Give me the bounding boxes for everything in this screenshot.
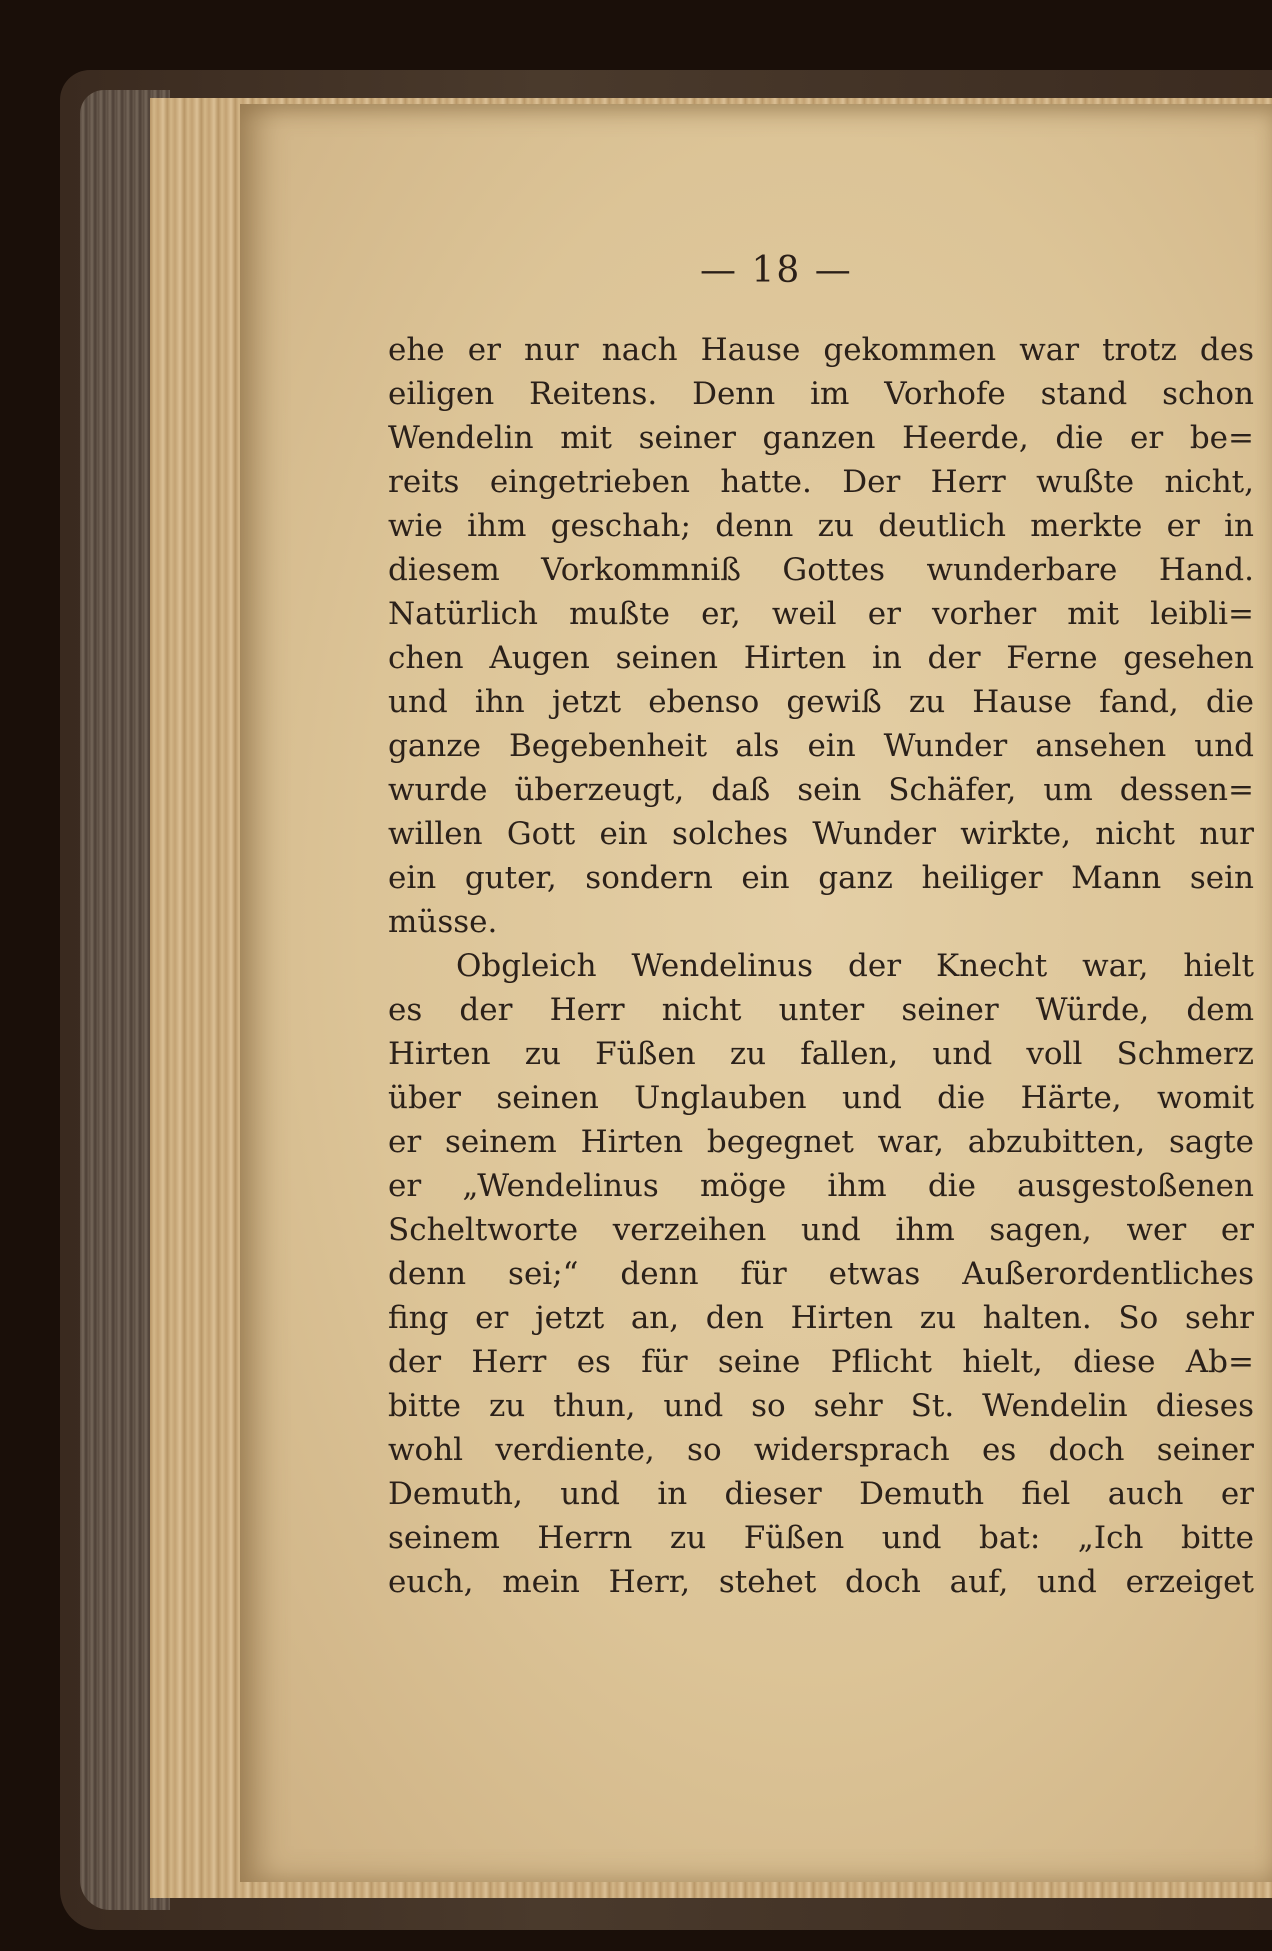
page-number: — 18 — [700, 250, 853, 291]
text-line: über seinen Unglauben und die Härte, womit [388, 1080, 1254, 1116]
text-line: er seinem Hirten begegnet war, abzubitten, sagte [388, 1124, 1254, 1160]
text-line: ganze Begebenheit als ein Wunder ansehen und [388, 728, 1254, 764]
text-line: und ihn jetzt ebenso gewiß zu Hause fand, die [388, 684, 1254, 720]
text-line: Hirten zu Füßen zu fallen, und voll Schmerz [388, 1036, 1254, 1072]
page-text [388, 328, 1254, 1604]
text-line: willen Gott ein solches Wunder wirkte, nicht nur [388, 816, 1254, 852]
text-line: reits eingetrieben hatte. Der Herr wußte nicht, [388, 464, 1254, 500]
text-line: wohl verdiente, so widersprach es doch seiner [388, 1432, 1254, 1468]
text-line: euch, mein Herr, stehet doch auf, und erzeiget [388, 1564, 1254, 1600]
text-line: eiligen Reitens. Denn im Vorhofe stand schon [388, 376, 1254, 412]
text-line: ein guter, sondern ein ganz heiliger Mann sein [388, 860, 1254, 896]
text-line: Wendelin mit seiner ganzen Heerde, die er be= [388, 420, 1254, 456]
text-line: bitte zu thun, und so sehr St. Wendelin dieses [388, 1388, 1254, 1424]
text-line: wie ihm geschah; denn zu deutlich merkte er in [388, 508, 1254, 544]
text-line: Obgleich Wendelinus der Knecht war, hielt [456, 948, 1254, 984]
text-line: seinem Herrn zu Füßen und bat: „Ich bitte [388, 1520, 1254, 1556]
text-line: chen Augen seinen Hirten in der Ferne gesehen [388, 640, 1254, 676]
text-line: wurde überzeugt, daß sein Schäfer, um dessen= [388, 772, 1254, 808]
text-line: Natürlich mußte er, weil er vorher mit leibli= [388, 596, 1254, 632]
text-line: ehe er nur nach Hause gekommen war trotz des [388, 332, 1254, 368]
text-line: es der Herr nicht unter seiner Würde, dem [388, 992, 1254, 1028]
text-line: fing er jetzt an, den Hirten zu halten. So sehr [388, 1300, 1254, 1336]
text-line: diesem Vorkommniß Gottes wunderbare Hand. [388, 552, 1254, 588]
text-line: müsse. [388, 904, 498, 940]
text-line: denn sei;“ denn für etwas Außerordentliches [388, 1256, 1254, 1292]
text-line: der Herr es für seine Pflicht hielt, diese Ab= [388, 1344, 1254, 1380]
text-line: Scheltworte verzeihen und ihm sagen, wer er [388, 1212, 1254, 1248]
text-line: er „Wendelinus möge ihm die ausgestoßenen [388, 1168, 1254, 1204]
text-line: Demuth, und in dieser Demuth fiel auch er [388, 1476, 1254, 1512]
